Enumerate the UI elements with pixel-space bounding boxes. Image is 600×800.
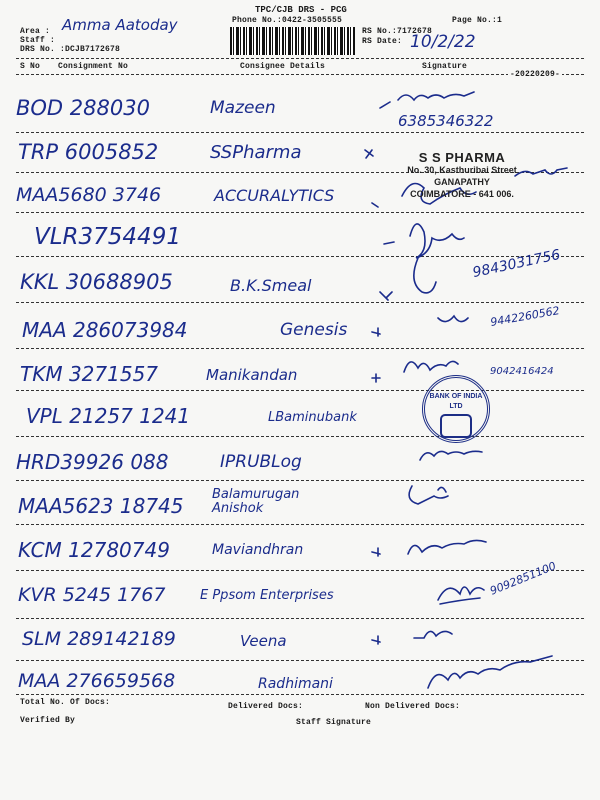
consignee-name: SSPharma	[210, 142, 302, 163]
non-delivered-docs-label: Non Delivered Docs:	[365, 702, 461, 711]
signature-mark	[372, 631, 452, 644]
stamp-address-line3: COIMBATORE - 641 006.	[410, 189, 514, 199]
signature-mark	[365, 150, 373, 158]
signature-entry: 9092851100	[488, 559, 558, 598]
bank-seal-emblem	[440, 414, 472, 438]
rs-date-label: RS Date:	[362, 37, 403, 46]
document-title: TPC/CJB DRS - PCG	[255, 5, 347, 15]
batch-code: -20220209-	[510, 70, 561, 79]
consignment-number: KKL 30688905	[20, 270, 173, 294]
consignment-number: TRP 6005852	[18, 140, 159, 164]
consignment-number: SLM 289142189	[22, 628, 176, 650]
page-number: Page No.:1	[452, 16, 503, 25]
rs-date-handwritten: 10/2/22	[410, 32, 476, 52]
signature-mark	[380, 258, 436, 300]
consignment-number: BOD 288030	[16, 96, 150, 120]
signature-mark	[420, 451, 482, 460]
company-stamp	[392, 152, 532, 202]
consignment-number: MAA5680 3746	[16, 184, 162, 206]
consignment-number: KCM 12780749	[18, 538, 170, 562]
bank-seal-stamp	[422, 375, 490, 443]
consignee-name: Balamurugan Anishok	[212, 487, 300, 516]
consignee-name: Radhimani	[258, 676, 333, 692]
signature-entry: 6385346322	[398, 112, 494, 130]
consignment-number: TKM 3271557	[20, 362, 159, 386]
signature-entry: 9042416424	[490, 366, 554, 377]
consignment-number: VPL 21257 1241	[26, 404, 191, 428]
consignee-name: Manikandan	[206, 366, 298, 384]
bank-seal-text: BANK OF INDIA LTD	[429, 393, 483, 410]
signature-mark	[438, 587, 484, 604]
signature-entry: 9442260562	[489, 304, 561, 329]
staff-signature-label: Staff Signature	[296, 718, 372, 727]
consignment-number: KVR 5245 1767	[18, 584, 166, 606]
signature-mark	[372, 540, 486, 556]
consignee-name: Veena	[240, 632, 287, 650]
drs-number: DRS No. :DCJB7172678	[20, 45, 121, 54]
footer-rule	[16, 694, 584, 695]
consignee-name: E Ppsom Enterprises	[200, 588, 334, 603]
signature-mark	[428, 656, 552, 688]
staff-label: Staff :	[20, 36, 56, 45]
consignee-name: B.K.Smeal	[230, 276, 312, 295]
column-signature: Signature	[422, 62, 468, 71]
signature-mark	[380, 92, 474, 108]
total-docs-label: Total No. Of Docs:	[20, 698, 111, 707]
phone-number: Phone No.:0422-3505555	[232, 16, 343, 25]
stamp-address-line1: No. 30, Kasthuribai Street	[407, 165, 517, 175]
consignee-name: Mazeen	[210, 98, 276, 118]
consignment-number: MAA 276659568	[18, 670, 176, 692]
consignee-name: LBaminubank	[268, 410, 357, 425]
rs-number: RS No.:7172678	[362, 27, 433, 36]
consignee-name: Maviandhran	[212, 542, 304, 558]
signature-mark	[384, 224, 464, 258]
stamp-address-line2: GANAPATHY	[434, 177, 490, 187]
column-consignment: Consignment No	[58, 62, 129, 71]
stamp-company-name: S S PHARMA	[418, 150, 506, 165]
consignee-name: Genesis	[280, 320, 348, 340]
consignment-number: MAA 286073984	[22, 318, 188, 342]
delivered-docs-label: Delivered Docs:	[228, 702, 304, 711]
area-handwritten: Amma Aatoday	[62, 16, 178, 34]
signature-entry: 9843031756	[471, 246, 562, 282]
signature-mark	[409, 486, 448, 504]
consignment-number: VLR3754491	[34, 224, 181, 250]
consignee-name: IPRUBLog	[220, 452, 302, 472]
consignee-name: ACCURALYTICS	[214, 186, 335, 205]
consignment-number: MAA5623 18745	[18, 494, 184, 518]
column-sno: S No	[20, 62, 41, 71]
consignment-number: HRD39926 088	[16, 450, 169, 474]
verified-by-label: Verified By	[20, 716, 76, 725]
column-consignee: Consignee Details	[240, 62, 326, 71]
signature-mark	[372, 316, 468, 336]
area-label: Area :	[20, 27, 51, 36]
